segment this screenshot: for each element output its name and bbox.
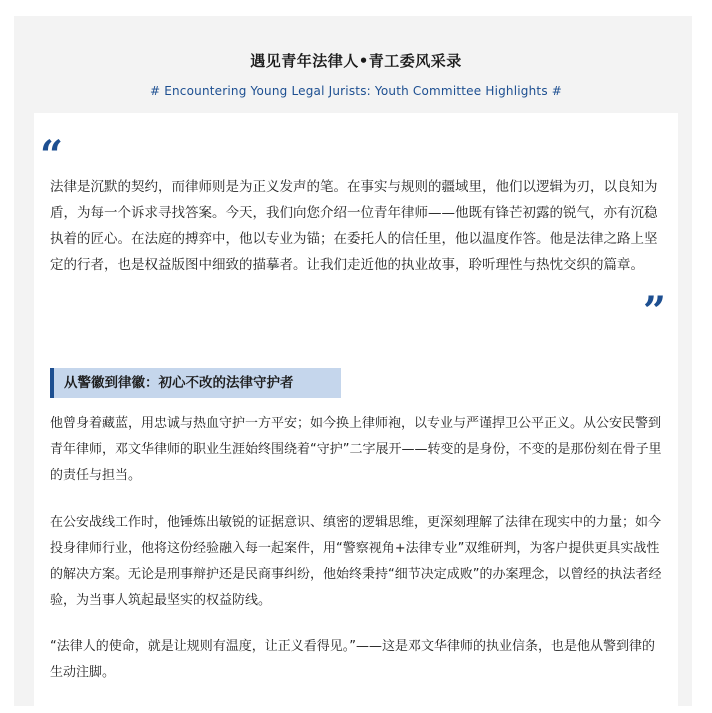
open-quote-icon: “ [40,132,64,179]
section-heading: 从警徽到律徽：初心不改的法律守护者 [50,368,341,398]
body-paragraph: 他曾身着藏蓝，用忠诚与热血守护一方平安；如今换上律师袍，以专业与严谨捍卫公平正义。从公安民警到青年律师，邓文华律师的职业生涯始终围绕着“守护”二字展开——转变的是身份，不变的是那份刻在骨子里的责任与担当。 [50,416,662,483]
page-subtitle: # Encountering Young Legal Jurists: Youth Committee Highlights # [149,84,563,98]
body-paragraph: 在公安战线工作时，他锤炼出敏锐的证据意识、缜密的逻辑思维，更深刻理解了法律在现实中的力量；如今投身律师行业，他将这份经验融入每一起案件，用“警察视角+法律专业”双维研判，为客户提供更具实战性的解决方案。无论是刑事辩护还是民商事纠纷，他始终秉持“细节决定成败”的办案理念，以曾经的执法者经验，为当事人筑起最坚实的权益防线。 [50,515,662,608]
body-paragraph: “法律人的使命，就是让规则有温度，让正义看得见。”——这是邓文华律师的执业信条，也是他从警到律的生动注脚。 [50,639,655,680]
close-quote-icon: ” [643,288,667,335]
intro-paragraph: 法律是沉默的契约，而律师则是为正义发声的笔。在事实与规则的疆域里，他们以逻辑为刃，以良知为盾，为每一个诉求寻找答案。今天，我们向您介绍一位青年律师——他既有锋芒初露的锐气，亦有沉稳执着的匠心。在法庭的搏弈中，他以专业为锚；在委托人的信任里，他以温度作答。他是法律之路上坚定的行者，也是权益版图中细致的描摹者。让我们走近他的执业故事，聆听理性与热忱交织的篇章。 [50,179,658,273]
page-title: 遇见青年法律人•青工委风采录 [250,52,462,70]
